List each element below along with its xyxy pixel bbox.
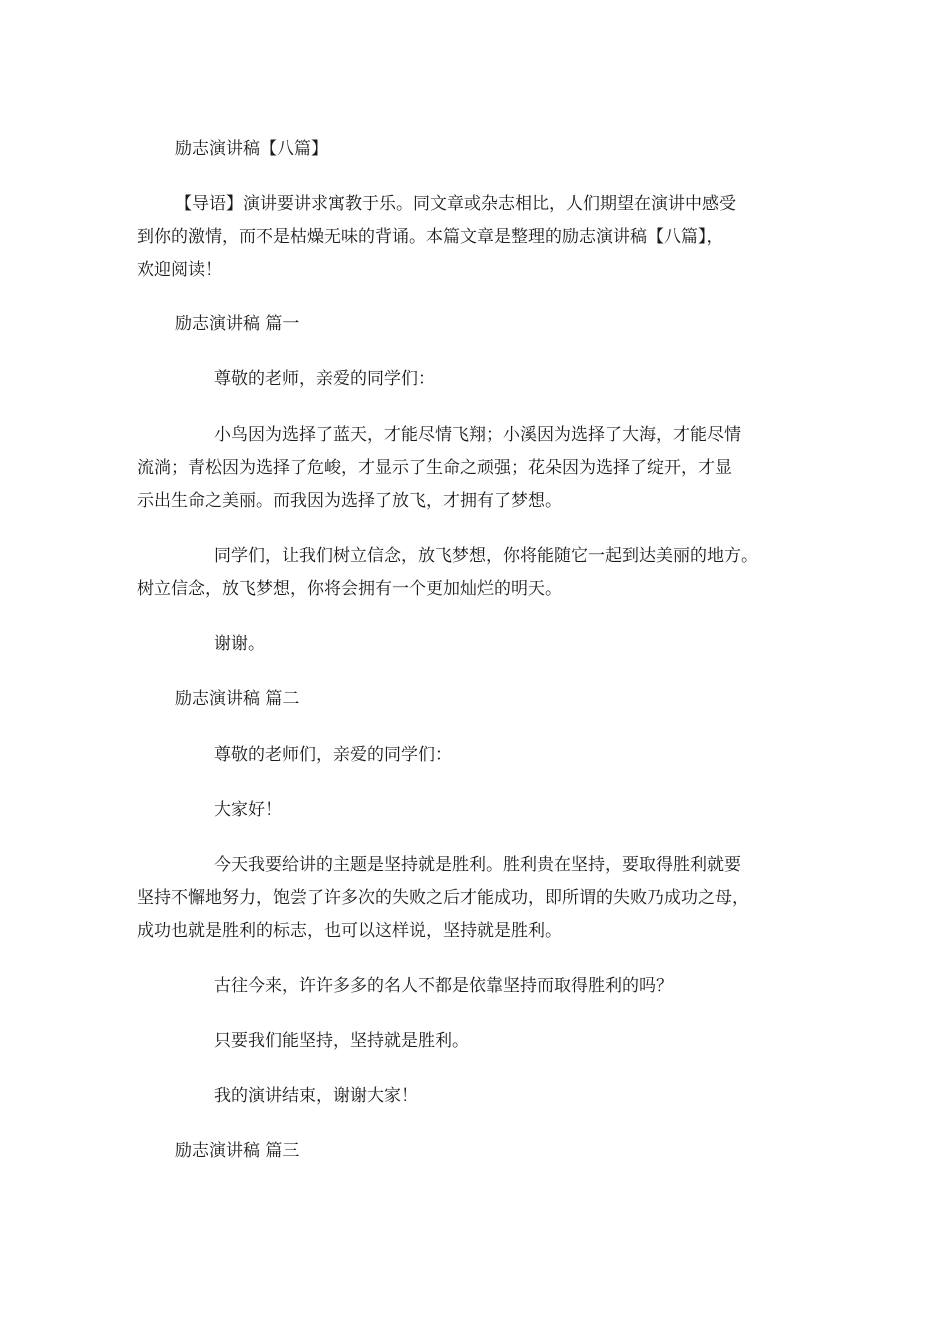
paragraph-line: 树立信念，放飞梦想，你将会拥有一个更加灿烂的明天。 [137, 579, 562, 599]
paragraph-line: 示出生命之美丽。而我因为选择了放飞，才拥有了梦想。 [137, 491, 562, 511]
paragraph-line: 今天我要给讲的主题是坚持就是胜利。胜利贵在坚持，要取得胜利就要 [214, 855, 741, 875]
salutation: 尊敬的老师们，亲爱的同学们： [214, 745, 452, 765]
document-title: 励志演讲稿【八篇】 [175, 139, 328, 159]
paragraph-line: 同学们，让我们树立信念，放飞梦想，你将能随它一起到达美丽的地方。 [214, 546, 758, 566]
paragraph-line: 只要我们能坚持，坚持就是胜利。 [214, 1031, 469, 1051]
intro-line: 欢迎阅读！ [137, 260, 222, 280]
intro-line: 到你的激情，而不是枯燥无味的背诵。本篇文章是整理的励志演讲稿【八篇】， [137, 227, 724, 247]
paragraph-line: 流淌；青松因为选择了危峻，才显示了生命之顽强；花朵因为选择了绽开，才显 [137, 458, 732, 478]
paragraph-line: 古往今来，许许多多的名人不都是依靠坚持而取得胜利的吗？ [214, 976, 673, 996]
section-heading-3: 励志演讲稿 篇三 [175, 1141, 300, 1161]
section-heading-2: 励志演讲稿 篇二 [175, 689, 300, 709]
paragraph-line: 成功也就是胜利的标志，也可以这样说，坚持就是胜利。 [137, 921, 562, 941]
paragraph-line: 坚持不懈地努力，饱尝了许多次的失败之后才能成功，即所谓的失败乃成功之母， [137, 888, 749, 908]
closing-line: 谢谢。 [214, 634, 265, 654]
intro-line: 【导语】演讲要讲求寓教于乐。同文章或杂志相比，人们期望在演讲中感受 [175, 194, 736, 214]
salutation: 尊敬的老师，亲爱的同学们： [214, 369, 435, 389]
section-heading-1: 励志演讲稿 篇一 [175, 314, 300, 334]
closing-line: 我的演讲结束，谢谢大家！ [214, 1086, 418, 1106]
paragraph-line: 小鸟因为选择了蓝天，才能尽情飞翔；小溪因为选择了大海，才能尽情 [214, 425, 741, 445]
greeting: 大家好！ [214, 800, 282, 820]
